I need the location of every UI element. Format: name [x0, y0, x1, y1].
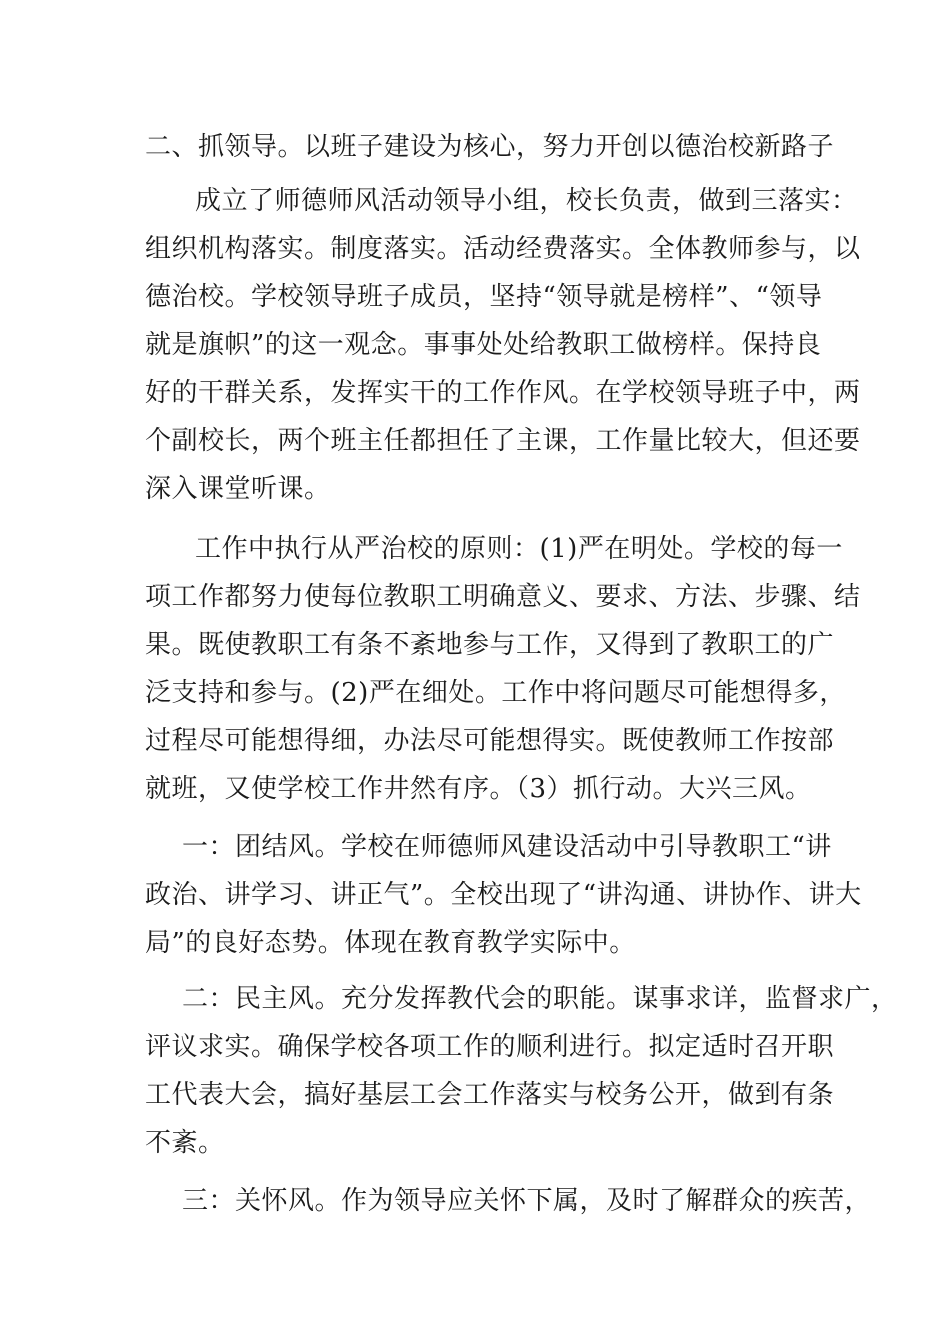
paragraph-line: 过程尽可能想得细，办法尽可能想得实。既使教师工作按部	[145, 726, 835, 756]
paragraph-line: 果。既使教职工有条不紊地参与工作，又得到了教职工的广	[145, 630, 835, 660]
paragraph-line: 政治、讲学习、讲正气”。全校出现了“讲沟通、讲协作、讲大	[145, 880, 862, 910]
paragraph-line: 二：民主风。充分发挥教代会的职能。谋事求详，监督求广，	[182, 984, 898, 1014]
paragraph-line: 成立了师德师风活动领导小组，校长负责，做到三落实：	[195, 186, 858, 216]
paragraph-line: 不紊。	[145, 1128, 225, 1158]
paragraph-line: 评议求实。确保学校各项工作的顺利进行。拟定适时召开职	[145, 1032, 835, 1062]
paragraph-line: 好的干群关系，发挥实干的工作作风。在学校领导班子中，两	[145, 378, 861, 408]
paragraph-line: 一：团结风。学校在师德师风建设活动中引导教职工“讲	[182, 832, 832, 862]
paragraph-line: 组织机构落实。制度落实。活动经费落实。全体教师参与，以	[145, 234, 861, 264]
paragraph-line: 就班，又使学校工作井然有序。（3）抓行动。大兴三风。	[145, 774, 812, 804]
paragraph-line: 泛支持和参与。(2)严在细处。工作中将问题尽可能想得多，	[145, 678, 846, 708]
paragraph-line: 项工作都努力使每位教职工明确意义、要求、方法、步骤、结	[145, 582, 861, 612]
paragraph-line: 三：关怀风。作为领导应关怀下属，及时了解群众的疾苦，	[182, 1186, 872, 1216]
paragraph-line: 个副校长，两个班主任都担任了主课，工作量比较大，但还要	[145, 426, 861, 456]
paragraph-line: 就是旗帜”的这一观念。事事处处给教职工做榜样。保持良	[145, 330, 822, 360]
section-heading: 二、抓领导。以班子建设为核心，努力开创以德治校新路子	[145, 132, 835, 162]
paragraph-line: 深入课堂听课。	[145, 474, 331, 504]
paragraph-line: 德治校。学校领导班子成员，坚持“领导就是榜样”、“领导	[145, 282, 823, 312]
paragraph-line: 工作中执行从严治校的原则：(1)严在明处。学校的每一	[195, 534, 843, 564]
paragraph-line: 局”的良好态势。体现在教育教学实际中。	[145, 928, 636, 958]
paragraph-line: 工代表大会，搞好基层工会工作落实与校务公开，做到有条	[145, 1080, 835, 1110]
